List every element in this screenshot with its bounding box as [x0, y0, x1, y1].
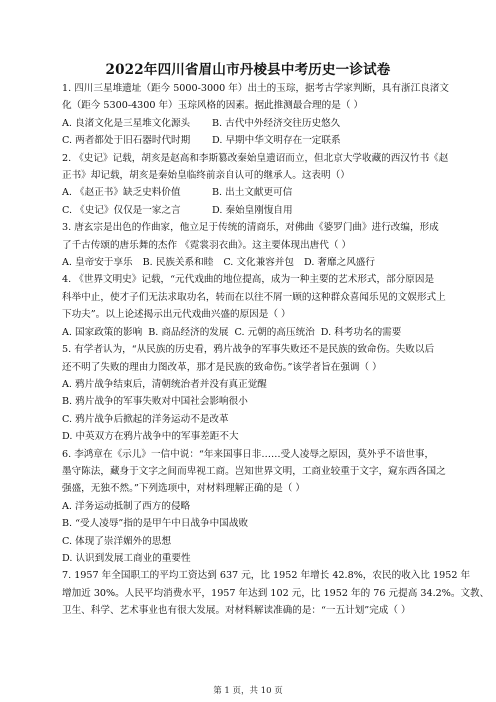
- question-list: [62, 80, 490, 620]
- question-stem-line: 1. 四川三星堆遗址（距今 5000-3000 年）出土的玉琮，据考古学家判断，具有浙江良渚文: [62, 83, 449, 94]
- option-a[interactable]: A. 鸦片战争结束后，清朝统治者并没有真正觉醒: [62, 378, 267, 390]
- question-stem-line: 化（距今 5300-4300 年）玉琮风格的因素。据此推测最合理的是（ ）: [62, 100, 364, 112]
- option-b[interactable]: B. 古代中外经济交往历史悠久: [212, 117, 341, 129]
- option-a[interactable]: A. 《赵正书》缺乏史料价值: [62, 187, 181, 199]
- option-row: [62, 202, 442, 219]
- option-a[interactable]: A. 洋务运动抵制了西方的侵略: [62, 500, 191, 512]
- question-stem-line: 正书》却记载，胡亥是秦始皇临终前亲自认可的继承人。这表明（）: [62, 170, 350, 182]
- exam-title: 2022年四川省眉山市丹棱县中考历史一诊试卷: [105, 62, 391, 78]
- option-a[interactable]: A. 国家政策的影响: [62, 326, 143, 338]
- question-stem-line: 5. 有学者认为，“从民族的历史看，鸦片战争的军事失败还不是民族的致命伤。失败以后: [62, 344, 435, 356]
- question-6: [62, 446, 446, 568]
- option-d[interactable]: D. 认识到发展工商业的重要性: [62, 552, 191, 564]
- option-row: [62, 132, 442, 149]
- question-stem-line: 7. 1957 年全国职工的平均工资达到 637 元，比 1952 年增长 42.8%，农民的收入比 1952 年: [62, 570, 471, 582]
- option-row: [62, 184, 442, 201]
- question-stem-line: 下功夫”。以上论述揭示出元代戏曲兴盛的原因是（ ）: [62, 309, 291, 321]
- question-stem-line: 墨守陈法，藏身于文字之间而卑视工商。岂知世界文明，工商业较重于文字，窥东西各国之: [62, 465, 446, 477]
- question-5: [62, 341, 442, 445]
- option-c[interactable]: C. 体现了崇洋媚外的思想: [62, 535, 172, 547]
- question-2: [62, 150, 449, 220]
- option-c[interactable]: C. 鸦片战争后掀起的洋务运动不是改革: [62, 413, 229, 425]
- question-4: [62, 271, 446, 341]
- option-d[interactable]: D. 奢靡之风盛行: [303, 257, 375, 269]
- question-stem-line: 强盛，无独不然。”下列选项中，对材料理解正确的是（ ）: [62, 483, 305, 495]
- option-row: [62, 115, 442, 132]
- option-row: [62, 254, 442, 271]
- option-d[interactable]: D. 早期中华文明存在一定联系: [212, 135, 341, 147]
- question-stem-line: 6. 李鸿章在《示儿》一信中说：“年来国事日非……受人凌辱之原因，莫外乎不谙世事，: [62, 448, 435, 460]
- question-stem-line: 3. 唐玄宗是出色的作曲家，他立足于传统的清商乐，对佛曲《婆罗门曲》进行改编，形成: [62, 222, 439, 234]
- option-c[interactable]: C. 文化兼容并包: [223, 257, 294, 269]
- option-b[interactable]: B. 民族关系和睦: [142, 257, 214, 269]
- option-b[interactable]: B. 鸦片战争的军事失败对中国社会影响很小: [62, 396, 248, 408]
- question-stem-line: 了千古传颂的唐乐舞的杰作 《霓裳羽衣曲》。这主要体现出唐代（ ）: [62, 239, 352, 251]
- question-stem-line: 科举中止，使才子们无法求取功名，转而在以往不屑一顾的这种群众喜闻乐见的文娱形式上: [62, 291, 446, 303]
- page-footer: 第 1 页，共 10 页: [213, 686, 283, 696]
- option-a[interactable]: A. 皇帝安于享乐: [62, 257, 133, 269]
- question-1: [62, 80, 449, 150]
- option-a[interactable]: A. 良渚文化是三星堆文化源头: [62, 117, 191, 129]
- option-b[interactable]: B. 商品经济的发展: [148, 326, 229, 338]
- question-7: [62, 567, 490, 619]
- question-stem-line: 2. 《史记》记载，胡亥是赵高和李斯篡改秦始皇遗诏而立，但北京大学收藏的西汉竹书《赵: [62, 152, 449, 164]
- question-stem-line: 卫生、科学、艺术事业也有很大发展。对材料解读准确的是：“一五计划”完成（ ）: [62, 605, 411, 617]
- option-d[interactable]: D. 秦始皇刚愎自用: [212, 204, 293, 216]
- option-d[interactable]: D. 中英双方在鸦片战争中的军事差距不大: [62, 431, 239, 443]
- option-row: [62, 324, 442, 341]
- question-stem-line: 还不明了失败的理由力图改革，那才是民族的致命伤。”该学者旨在强调（ ）: [62, 361, 382, 373]
- option-c[interactable]: C. 元朝的高压统治: [234, 326, 315, 338]
- option-b[interactable]: B. “受人凌辱”指的是甲午中日战争中国战败: [62, 518, 249, 530]
- question-stem-line: 4. 《世界文明史》记载，“元代戏曲的地位提高，成为一种主要的艺术形式，部分原因是: [62, 274, 435, 286]
- option-b[interactable]: B. 出土文献更可信: [212, 187, 293, 199]
- question-stem-line: 增加近 30%。人民平均消费水平，1957 年达到 102 元，比 1952 年的 76 元提高 34.2%。文教、: [62, 587, 490, 599]
- option-c[interactable]: C. 《史记》仅仅是一家之言: [62, 204, 181, 216]
- option-d[interactable]: D. 科考功名的需要: [320, 326, 402, 338]
- question-3: [62, 219, 442, 271]
- option-c[interactable]: C. 两者都处于旧石器时代时期: [62, 135, 191, 147]
